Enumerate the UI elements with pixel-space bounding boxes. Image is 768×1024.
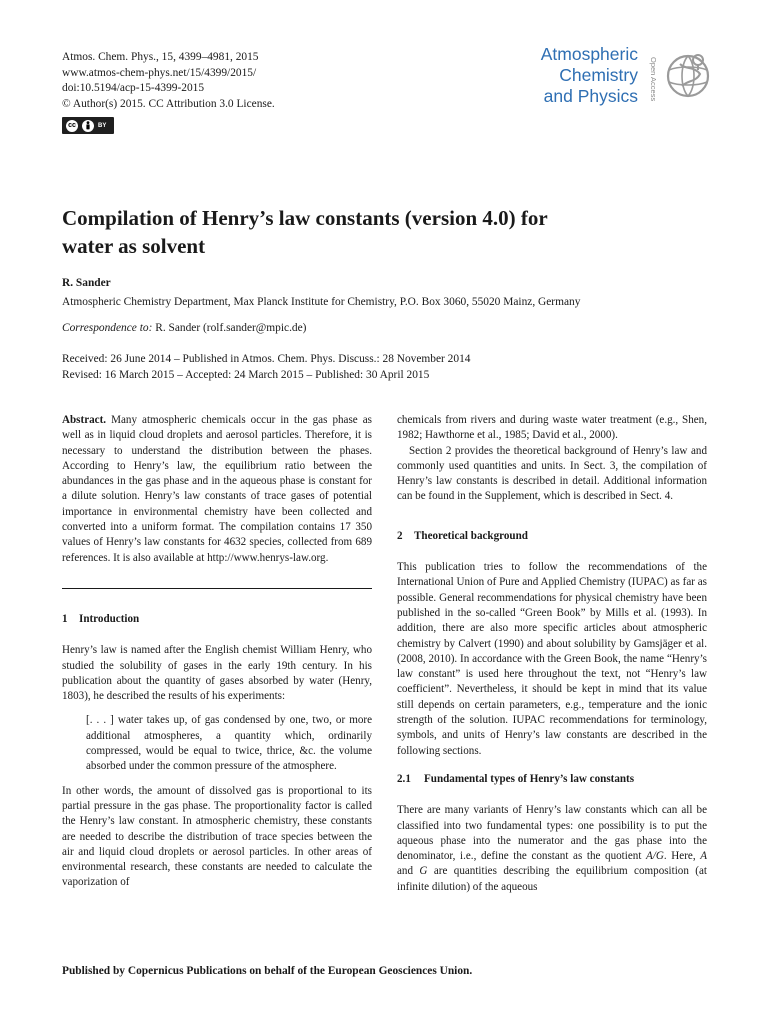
section-heading-theoretical-background bbox=[397, 529, 707, 544]
overview-paragraph: Section 2 provides the theoretical background of Henry’s law and commonly used quantities and units. In Sect. 3, the compilation of Henry’s law constants is described in detail. Additional information can be found in the Supplement, which is described in Sect. 4. bbox=[397, 444, 707, 503]
section-number: 2 bbox=[397, 529, 403, 542]
open-access-label: Open Access bbox=[649, 56, 658, 102]
subsection-number: 2.1 bbox=[397, 772, 411, 785]
author-affiliation: Atmospheric Chemistry Department, Max Planck Institute for Chemistry, P.O. Box 3060, 55020 Mainz, Germany bbox=[62, 296, 581, 308]
theory-paragraph: This publication tries to follow the recommendations of the International Union of Pure and Applied Chemistry (IUPAC) as far as possible. General recommendations for physical chemistry have been published in the so-called “Green Book” by Mills et al. (1993). In addition, there are also more specific articles about atmospheric chemistry by Calvert (1990) and about solubility by Gamsjäger et al. (2008, 2010). In accordance with the Green Book, the name “Henry’s law constant” is used here throughout the text, not “Henry’s law coefficient”. Nevertheless, it should be kept in mind that its value still depends on certain parameters, e.g., temperature and the ionic strength of the solution. IUPAC recommendations for terminology, symbols, and units of Henry’s law constants are described in the following sections. bbox=[397, 561, 707, 757]
publication-dates bbox=[62, 352, 470, 383]
journal-logo bbox=[541, 44, 638, 107]
fundamental-types-paragraph bbox=[397, 803, 707, 895]
correspondence-contact[interactable]: R. Sander (rolf.sander@mpic.de) bbox=[152, 322, 307, 334]
journal-logo-line: Atmospheric bbox=[540, 44, 638, 64]
creative-commons-icon: cc bbox=[66, 120, 78, 132]
henry-quote: [. . . ] water takes up, of gas condensed by one, two, or more additional atmospheres, a quantity which, ordinarily compressed, would be equal to twice, thrice, &c. the volume absorbed under the common pressure of the atmosphere. bbox=[86, 714, 372, 773]
paragraph-text: and bbox=[397, 865, 420, 878]
intro-paragraph: In other words, the amount of dissolved gas is proportional to its partial pressure in the gas phase. The proportionality factor is called the Henry’s law constant. In atmospheric chemistry, these constants are needed to describe the distribution of trace species between the air and liquid cloud droplets or aerosol particles. In other areas of environmental research, these constants are needed to calculate the vaporization of bbox=[62, 784, 372, 889]
right-column bbox=[397, 413, 707, 895]
section-title: Theoretical background bbox=[414, 529, 528, 542]
paper-title-line: water as solvent bbox=[62, 234, 206, 258]
open-access-globe-icon bbox=[660, 44, 712, 108]
publisher-footer: Published by Copernicus Publications on behalf of the European Geosciences Union. bbox=[62, 965, 473, 977]
intro-paragraph: Henry’s law is named after the English chemist William Henry, who studied the solubility of gases in the early 19th century. In his publication about the quantity of gases absorbed by water (Henry, 1803), he described the results of his experiments: bbox=[62, 644, 372, 703]
citation-doi[interactable]: doi:10.5194/acp-15-4399-2015 bbox=[62, 82, 205, 94]
citation-block bbox=[62, 50, 275, 112]
abstract-divider bbox=[62, 588, 372, 589]
attribution-person-icon bbox=[82, 120, 94, 132]
continuation-paragraph: chemicals from rivers and during waste water treatment (e.g., Shen, 1982; Hawthorne et al., 1985; David et al., 2000). bbox=[397, 414, 707, 442]
correspondence bbox=[62, 322, 306, 334]
section-number: 1 bbox=[62, 612, 68, 625]
paragraph-text: . Here, bbox=[663, 850, 701, 863]
citation-url[interactable]: www.atmos-chem-phys.net/15/4399/2015/ bbox=[62, 66, 257, 79]
citation-journal-volume: Atmos. Chem. Phys., 15, 4399–4981, 2015 bbox=[62, 51, 259, 63]
math-symbol-g: G bbox=[419, 865, 428, 878]
paper-title-line: Compilation of Henry’s law constants (version 4.0) for bbox=[62, 206, 548, 230]
dates-revised-line: Revised: 16 March 2015 – Accepted: 24 March 2015 – Published: 30 April 2015 bbox=[62, 368, 430, 381]
section-title: Introduction bbox=[79, 612, 140, 625]
dates-received-line: Received: 26 June 2014 – Published in Atmos. Chem. Phys. Discuss.: 28 November 2014 bbox=[62, 353, 471, 365]
citation-license: © Author(s) 2015. CC Attribution 3.0 License. bbox=[62, 97, 275, 110]
math-symbol-a: A bbox=[700, 850, 707, 863]
section-heading-introduction bbox=[62, 612, 372, 627]
subsection-heading-fundamental-types bbox=[397, 772, 707, 787]
left-column bbox=[62, 413, 372, 891]
correspondence-label: Correspondence to: bbox=[62, 322, 153, 334]
paragraph-text: There are many variants of Henry’s law constants which can all be classified into two fundamental types: one possibility is to put the aqueous phase into the numerator and the gas phase into the denominator, i.e., define the constant as the quotient bbox=[397, 804, 707, 863]
abstract-label: Abstract. bbox=[62, 414, 107, 426]
math-quotient: A/G bbox=[646, 850, 664, 863]
abstract bbox=[62, 413, 372, 566]
cc-by-license-badge[interactable] bbox=[62, 117, 114, 134]
paper-title bbox=[62, 204, 702, 260]
author-name: R. Sander bbox=[62, 277, 111, 289]
license-badge-label: BY bbox=[98, 122, 107, 129]
paragraph-text: are quantities describing the equilibrium composition (at infinite dilution) of the aqueous bbox=[397, 865, 707, 893]
journal-logo-line: Chemistry bbox=[559, 65, 638, 85]
subsection-title: Fundamental types of Henry’s law constants bbox=[424, 772, 635, 785]
journal-logo-line: and Physics bbox=[543, 86, 638, 106]
abstract-text: Many atmospheric chemicals occur in the gas phase as well as in liquid cloud droplets and aerosol particles. Therefore, it is necessary to understand the distribution between the phases. According to Henry’s law, the equilibrium ratio between the abundances in the gas phase and in the aqueous phase is constant for a dilute solution. Henry’s law constants of trace gases of potential importance in environmental chemistry have been collected and converted into a uniform format. The compilation contains 17 350 values of Henry’s law constants for 4632 species, collected from 689 references. It is also available at http://www.henrys-law.org. bbox=[62, 414, 372, 564]
